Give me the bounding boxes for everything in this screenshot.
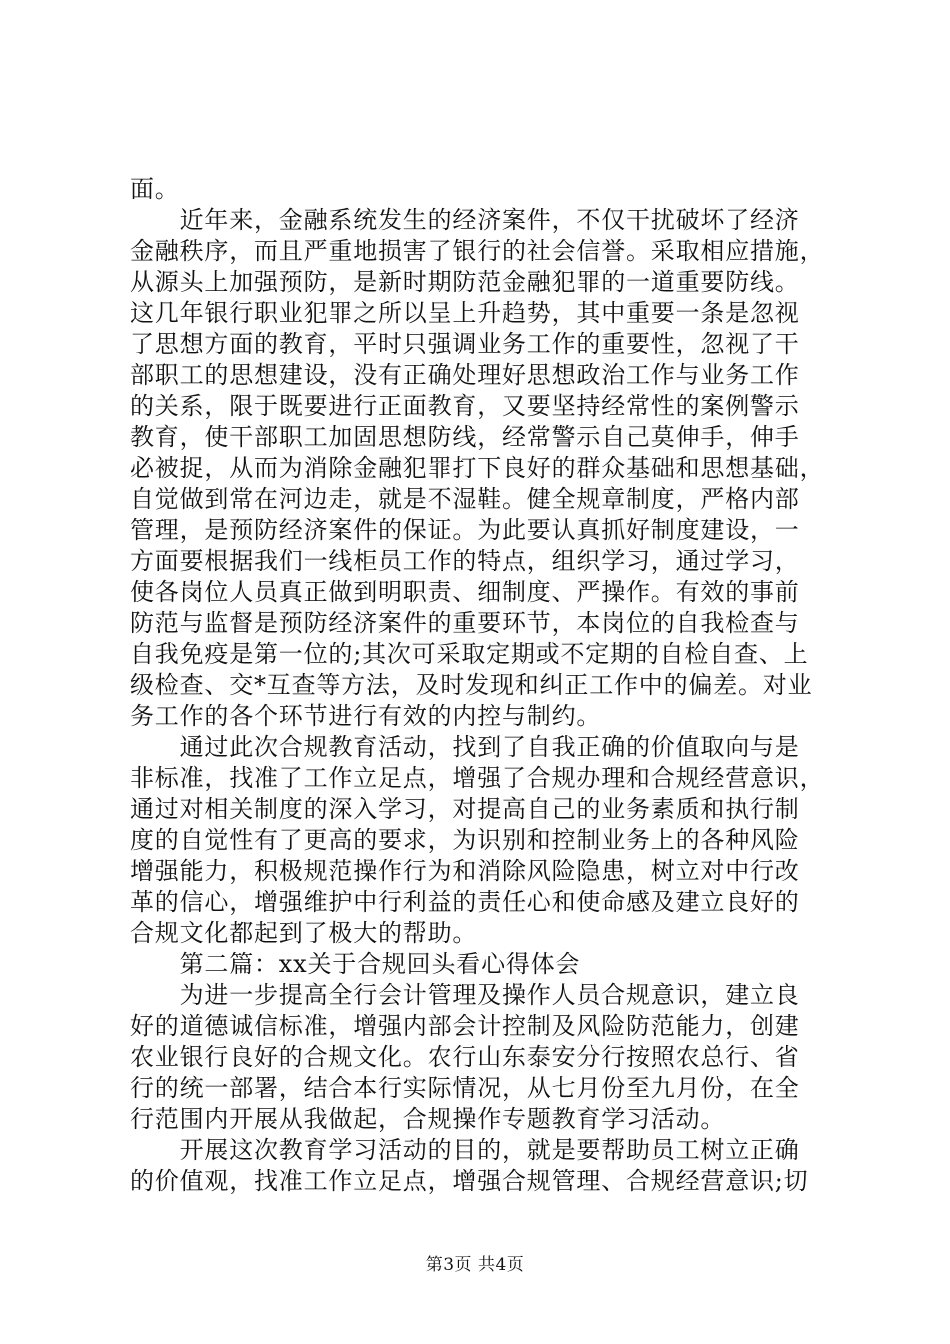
text-line: 防范与监督是预防经济案件的重要环节，本岗位的自我检查与: [130, 609, 800, 637]
text-line: 金融秩序，而且严重地损害了银行的社会信誉。采取相应措施，: [130, 237, 825, 265]
text-line: 革的信心，增强维护中行利益的责任心和使命感及建立良好的: [130, 888, 800, 916]
text-line: 务工作的各个环节进行有效的内控与制约。: [130, 702, 602, 730]
text-line: 近年来，金融系统发生的经济案件，不仅干扰破坏了经济: [130, 206, 800, 234]
text-line: 行的统一部署，结合本行实际情况，从七月份至九月份，在全: [130, 1074, 800, 1102]
text-line: 必被捉，从而为消除金融犯罪打下良好的群众基础和思想基础，: [130, 454, 825, 482]
text-line: 这几年银行职业犯罪之所以呈上升趋势，其中重要一条是忽视: [130, 299, 800, 327]
text-line: 面。: [130, 175, 180, 203]
text-line: 通过对相关制度的深入学习，对提高自己的业务素质和执行制: [130, 795, 800, 823]
text-line: 部职工的思想建设，没有正确处理好思想政治工作与业务工作: [130, 361, 800, 389]
section-heading: 第二篇：xx关于合规回头看心得体会: [130, 950, 581, 978]
page-footer: 第3页 共4页: [425, 1255, 525, 1275]
text-line: 管理，是预防经济案件的保证。为此要认真抓好制度建设，一: [130, 516, 800, 544]
text-line: 农业银行良好的合规文化。农行山东泰安分行按照农总行、省: [130, 1043, 800, 1071]
text-line: 自觉做到常在河边走，就是不湿鞋。健全规章制度，严格内部: [130, 485, 800, 513]
text-line: 为进一步提高全行会计管理及操作人员合规意识，建立良: [130, 981, 800, 1009]
text-line: 方面要根据我们一线柜员工作的特点，组织学习，通过学习，: [130, 547, 800, 575]
text-line: 自我免疫是第一位的;其次可采取定期或不定期的自检自查、上: [130, 640, 809, 668]
text-line: 教育，使干部职工加固思想防线，经常警示自己莫伸手，伸手: [130, 423, 800, 451]
text-line: 了思想方面的教育，平时只强调业务工作的重要性，忽视了干: [130, 330, 800, 358]
text-line: 从源头上加强预防，是新时期防范金融犯罪的一道重要防线。: [130, 268, 800, 296]
text-line: 行范围内开展从我做起，合规操作专题教育学习活动。: [130, 1105, 726, 1133]
document-body: [130, 174, 830, 1197]
text-line: 好的道德诚信标准，增强内部会计控制及风险防范能力，创建: [130, 1012, 800, 1040]
text-line: 的关系，限于既要进行正面教育，又要坚持经常性的案例警示: [130, 392, 800, 420]
text-line: 通过此次合规教育活动，找到了自我正确的价值取向与是: [130, 733, 800, 761]
text-line: 使各岗位人员真正做到明职责、细制度、严操作。有效的事前: [130, 578, 800, 606]
text-line: 非标准，找准了工作立足点，增强了合规办理和合规经营意识，: [130, 764, 825, 792]
text-line: 级检查、交*互查等方法，及时发现和纠正工作中的偏差。对业: [130, 671, 813, 699]
text-line: 的价值观，找准工作立足点，增强合规管理、合规经营意识;切: [130, 1167, 809, 1195]
text-line: 度的自觉性有了更高的要求，为识别和控制业务上的各种风险: [130, 826, 800, 854]
text-line: 增强能力，积极规范操作行为和消除风险隐患，树立对中行改: [130, 857, 800, 885]
text-line: 开展这次教育学习活动的目的，就是要帮助员工树立正确: [130, 1136, 800, 1164]
text-line: 合规文化都起到了极大的帮助。: [130, 919, 478, 947]
